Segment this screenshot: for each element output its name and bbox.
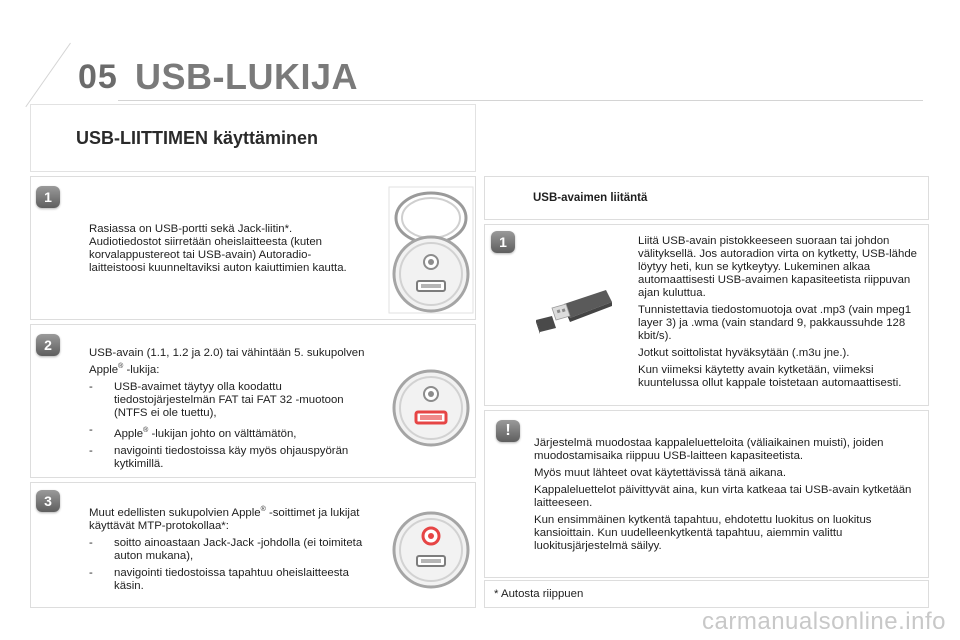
chapter-number: 05 [78,58,118,96]
bullet-dash: - [89,566,93,579]
list-item-text: soitto ainoastaan Jack-Jack -johdolla (ei toimiteta auton mukana), [114,536,363,562]
usb-port-highlight-icon [388,354,474,467]
usb-jack-socket-icon [388,186,474,319]
step-paragraph-4: Kun viimeksi käytetty avain kytketään, viimeksi kuuntelussa ollut kappale toistetaan automaattisesti. [638,364,902,389]
right-step-text [638,235,920,394]
warning-icon: ! [496,420,520,442]
list-item-text: navigointi tiedostoissa käy myös ohjauspyörän kytkimillä. [114,444,349,470]
bullet-dash: - [89,380,93,393]
warning-paragraph-3: Kappaleluettelot päivittyvät aina, kun virta katkeaa tai USB-avain kytketään laitteeseen. [534,484,912,509]
block2-intro-b: -lukija: [123,363,160,376]
bullet-dash: - [89,444,93,457]
usb-connection-title: USB-avaimen liitäntä [533,192,648,204]
watermark: carmanualsonline.info [702,608,946,635]
bullet-dash: - [89,536,93,549]
registered-mark: ® [118,363,124,370]
warning-paragraph-2: Myös muut lähteet ovat käytettävissä tänä aikana. [534,467,786,479]
header-rule [118,100,923,101]
header-diagonal [25,43,71,107]
list-item [89,381,369,420]
block3-text [89,503,374,597]
usb-stick-icon [530,290,616,341]
block3-intro [89,503,374,533]
block3-intro-b: -soittimet ja lukijat käyttävät MTP-protokollaa*: [89,506,360,532]
block2-intro-a: USB-avain (1.1, 1.2 ja 2.0) tai vähintään 5. sukupolven Apple [89,347,365,376]
step-paragraph-3: Jotkut soittolistat hyväksytään (.m3u jne.). [638,347,850,359]
list-item [89,445,369,471]
list-item [89,567,374,593]
step-badge-2: 2 [36,334,60,356]
list-item-text: navigointi tiedostoissa tapahtuu oheislaitteesta käsin. [114,566,349,592]
section-title: USB-LIITTIMEN käyttäminen [76,128,319,148]
footnote: * Autosta riippuen [494,588,584,600]
jack-port-highlight-icon [388,496,474,609]
list-item [89,424,369,441]
list-item-text-a: Apple [114,427,144,440]
block2-text [89,347,369,475]
step-paragraph-1: Liitä USB-avain pistokkeeseen suoraan tai johdon välityksellä. Jos autoradion virta on kytketty, USB-lähde löytyy heti, kun se kytkeytyy. Lukeminen alkaa automaattisesti USB-avaimen kapasiteetista riippuvan ajan kuluttua. [638,235,917,299]
block1-paragraph: Rasiassa on USB-portti sekä Jack-liitin*. Audiotiedostot siirretään oheislaitteesta (kuten korvalappustereot tai USB-avain) Autoradio-laitteistoosi kuunneltaviksi auton kaiuttimien kautta. [89,223,347,274]
warning-paragraph-1: Järjestelmä muodostaa kappaleluetteloita (väliaikainen muisti), joiden muodostamisaika riippuu USB-laitteen kapasiteetista. [534,437,884,462]
block2-intro [89,347,369,377]
block3-intro-a: Muut edellisten sukupolvien Apple [89,506,261,519]
step-badge-right-1: 1 [491,231,515,253]
bullet-dash: - [89,423,93,436]
registered-mark: ® [260,506,266,513]
warning-text [534,437,920,557]
step-paragraph-2: Tunnistettavia tiedostomuotoja ovat .mp3 (vain mpeg1 layer 3) ja .wma (vain standard 9, pakkaussuhde 128 kbit/s). [638,304,912,342]
warning-paragraph-4: Kun ensimmäinen kytkentä tapahtuu, ehdotettu luokitus on luokitus kansioittain. Kun uudelleenkytkentä tapahtuu, aiemmin valittu luokitusjärjestelmä säilyy. [534,514,872,552]
block1-text [89,223,364,279]
list-item-text-b: -lukijan johto on välttämätön, [148,427,297,440]
list-item [89,537,374,563]
step-badge-3: 3 [36,490,60,512]
list-item-text: USB-avaimet täytyy olla koodattu tiedostojärjestelmän FAT tai FAT 32 -muotoon (NTFS ei ole tuettu), [114,380,344,419]
registered-mark: ® [143,426,149,434]
page-title: USB-LUKIJA [135,56,359,97]
step-badge-1: 1 [36,186,60,208]
